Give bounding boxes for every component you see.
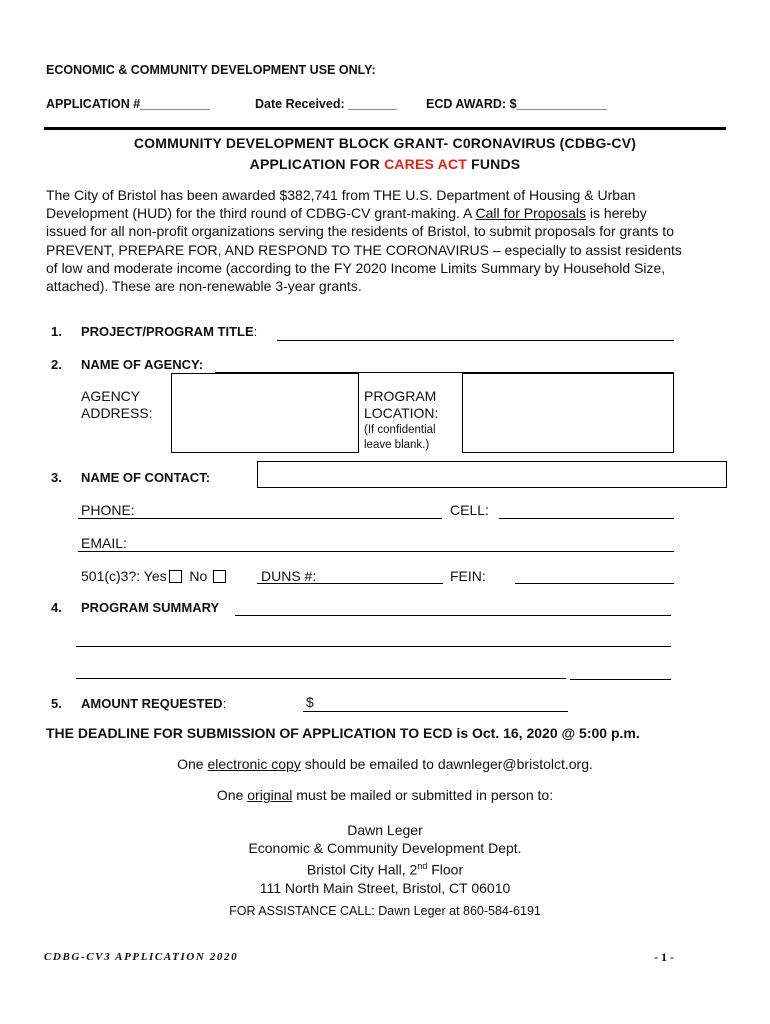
cell-label: CELL: [450,502,489,518]
program-summary-line-1[interactable] [235,615,671,616]
amount-requested-label [81,696,226,711]
program-location-line2: LOCATION: [364,405,439,421]
program-location-line1: PROGRAM [364,388,437,404]
original-copy-instruction [0,787,770,803]
agency-address-label [81,388,153,422]
project-title-field[interactable] [277,340,674,341]
yes-label: 501(c)3?: Yes [81,568,167,584]
dollar-sign: $ [306,694,314,710]
section-1-number: 1. [51,324,62,339]
footer-form-id: CDBG-CV3 APPLICATION 2020 [44,951,239,963]
agency-address-line1: AGENCY [81,388,141,404]
program-summary-line-3-end[interactable] [570,679,671,680]
contact-name-field[interactable] [257,461,727,488]
original-text: original [247,787,293,803]
intro-text-2: is hereby issued for all non-profit organizations serving the residents of Bristol, to submit proposals for grants to PREVENT, PREPARE FOR, AND RESPOND TO THE CORONAVIRUS – especially to assist residents of low and moderate income (according to the FY 2020 Income Limits Summary by Household Size, attached). These are non-renewable 3-year grants. [46,205,682,295]
agency-name-label: NAME OF AGENCY: [81,357,204,372]
cell-field[interactable] [499,518,674,519]
amount-requested-text: AMOUNT REQUESTED [81,696,223,711]
amount-requested-colon: : [222,696,227,711]
phone-label: PHONE: [81,502,135,518]
section-5-number: 5. [51,696,62,711]
section-2-number: 2. [51,357,62,372]
subtitle-highlight: CARES ACT [384,156,468,172]
confidential-note-line2: leave blank.) [364,439,430,451]
confidential-note [364,423,436,453]
subtitle-prefix: APPLICATION FOR [249,156,385,172]
agency-address-line2: ADDRESS: [81,405,153,421]
form-title: COMMUNITY DEVELOPMENT BLOCK GRANT- C0RONAVIRUS (CDBG-CV) [133,135,637,151]
yes-checkbox[interactable] [169,570,182,583]
duns-field[interactable] [257,583,443,584]
address-hall [0,857,770,879]
no-checkbox[interactable] [213,570,226,583]
contact-name-label: NAME OF CONTACT: [81,470,211,485]
electronic-suffix: should be emailed to dawnleger@bristolct.org. [300,756,593,772]
original-suffix: must be mailed or submitted in person to: [292,787,554,803]
address-dept: Economic & Community Development Dept. [248,840,522,856]
intro-paragraph [46,186,686,295]
form-subtitle [40,156,730,172]
nonprofit-status [81,568,226,584]
phone-field[interactable] [78,518,442,519]
section-3-number: 3. [51,470,62,485]
no-label: No [189,568,208,584]
section-4-number: 4. [51,600,62,615]
project-title-label [81,324,257,339]
deadline-notice: THE DEADLINE FOR SUBMISSION OF APPLICATION TO ECD is Oct. 16, 2020 @ 5:00 p.m. [46,725,640,741]
address-name: Dawn Leger [347,822,423,838]
duns-label: DUNS #: [261,568,317,584]
email-label: EMAIL: [81,535,127,551]
mailing-address [0,821,770,897]
amount-requested-field[interactable] [303,711,568,712]
electronic-prefix: One [177,756,208,772]
agency-address-field[interactable] [171,373,359,453]
confidential-note-line1: (If confidential [364,424,436,436]
fein-field[interactable] [515,583,674,584]
office-use-header: ECONOMIC & COMMUNITY DEVELOPMENT USE ONLY: [46,63,376,77]
subtitle-suffix: FUNDS [467,156,521,172]
call-for-proposals-link[interactable]: Call for Proposals [475,205,587,222]
ecd-award-label: ECD AWARD: $_____________ [426,97,607,111]
program-location-field[interactable] [462,373,674,453]
original-prefix: One [216,787,248,803]
fein-label: FEIN: [450,568,486,584]
program-location-label [364,388,438,422]
program-summary-line-2[interactable] [76,646,671,647]
page-number: - 1 - [654,950,674,964]
program-summary-line-3[interactable] [76,678,566,679]
address-street: 111 North Main Street, Bristol, CT 06010 [259,879,511,896]
address-hall-prefix: Bristol City Hall, 2 [306,861,418,878]
assistance-line: FOR ASSISTANCE CALL: Dawn Leger at 860-584-6191 [229,904,541,918]
project-title-text: PROJECT/PROGRAM TITLE [81,324,254,339]
address-hall-suffix: Floor [427,861,464,878]
header-divider [44,127,726,130]
electronic-copy-instruction [0,756,770,772]
program-summary-label: PROGRAM SUMMARY [81,600,220,615]
electronic-copy-text: electronic copy [207,756,301,772]
address-hall-sup: nd [417,861,428,871]
email-field[interactable] [78,551,674,552]
application-number-label: APPLICATION #__________ [46,97,210,111]
project-title-colon: : [253,324,258,339]
intro-text-1: The City of Bristol has been awarded $382,741 from THE U.S. Department of Housing & Urban Development (HUD) for the third round of CDBG-CV grant-making. A [46,187,636,222]
date-received-label: Date Received: _______ [255,97,397,111]
